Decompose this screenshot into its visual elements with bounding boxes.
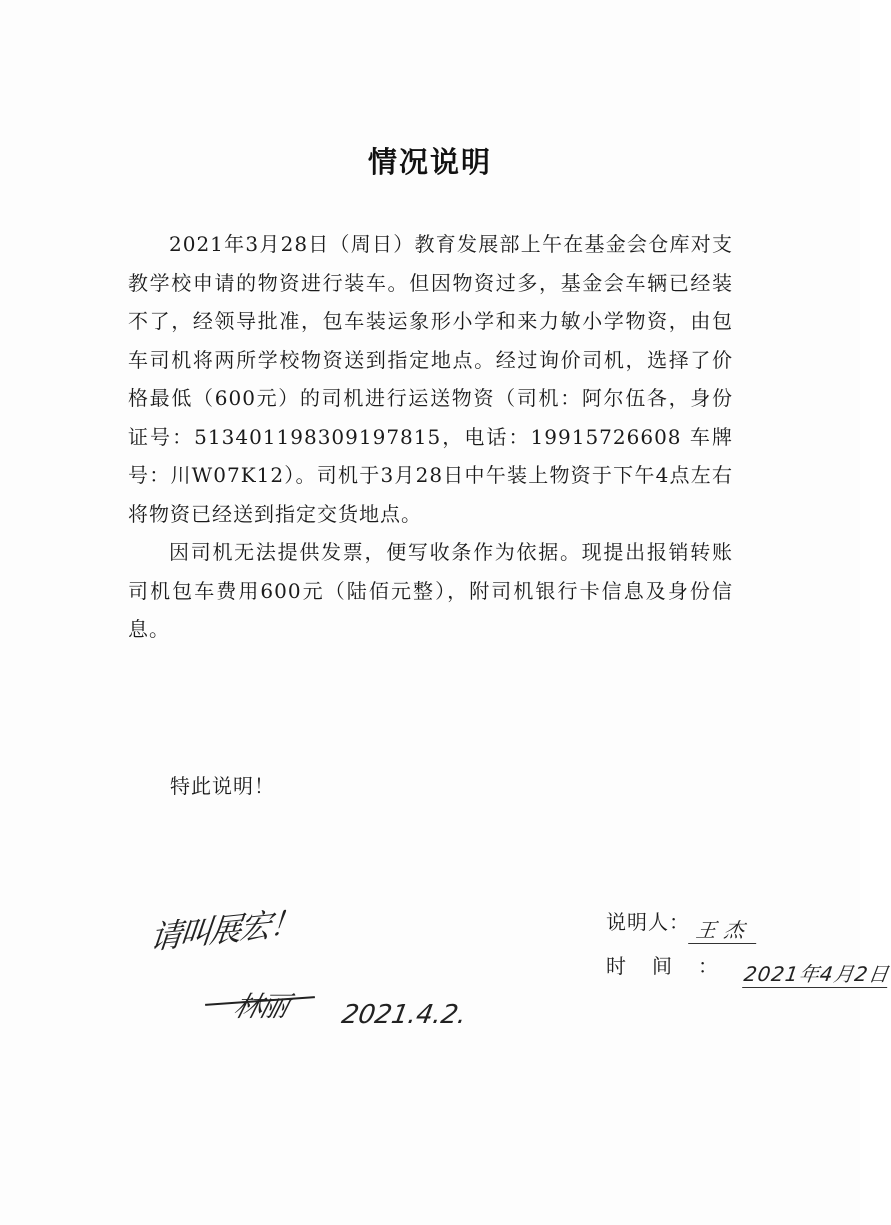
handwritten-approver-signature: 林丽 — [230, 990, 291, 1023]
document-title: 情况说明 — [367, 145, 492, 179]
handwritten-approval-date: 2021.4.2. — [339, 1000, 469, 1030]
signer-handwritten-name: 王杰 — [688, 917, 760, 944]
closing-text: 特此说明！ — [170, 774, 275, 798]
handwritten-approval-note: 请叫展宏！ — [148, 902, 302, 958]
signer-handwritten-date: 2021年4月2日 — [742, 962, 891, 986]
paragraph-2: 因司机无法提供发票，便写收条作为依据。现提出报销转账司机包车费用600元（陆佰元整），附司机银行卡信息及身份信息。 — [128, 540, 733, 641]
date-row — [606, 944, 889, 988]
date-label: 时间： — [606, 954, 744, 978]
signature-block — [606, 900, 889, 988]
paragraph-1: 2021年3月28日（周日）教育发展部上午在基金会仓库对支教学校申请的物资进行装车。但因物资过多，基金会车辆已经装不了，经领导批准，包车装运象形小学和来力敏小学物资，由包车司机将两所学校物资送到指定地点。经过询价司机，选择了价格最低（600元）的司机进行运送物资（司机：阿尔伍各，身份证号：513401198309197815，电话：19915726608 车牌号：川W07K12）。司机于3月28日中午装上物资于下午4点左右将物资已经送到指定交货地点。 — [128, 232, 733, 526]
signer-row — [606, 900, 889, 944]
document-body — [128, 225, 733, 649]
signer-label: 说明人： — [606, 910, 690, 934]
